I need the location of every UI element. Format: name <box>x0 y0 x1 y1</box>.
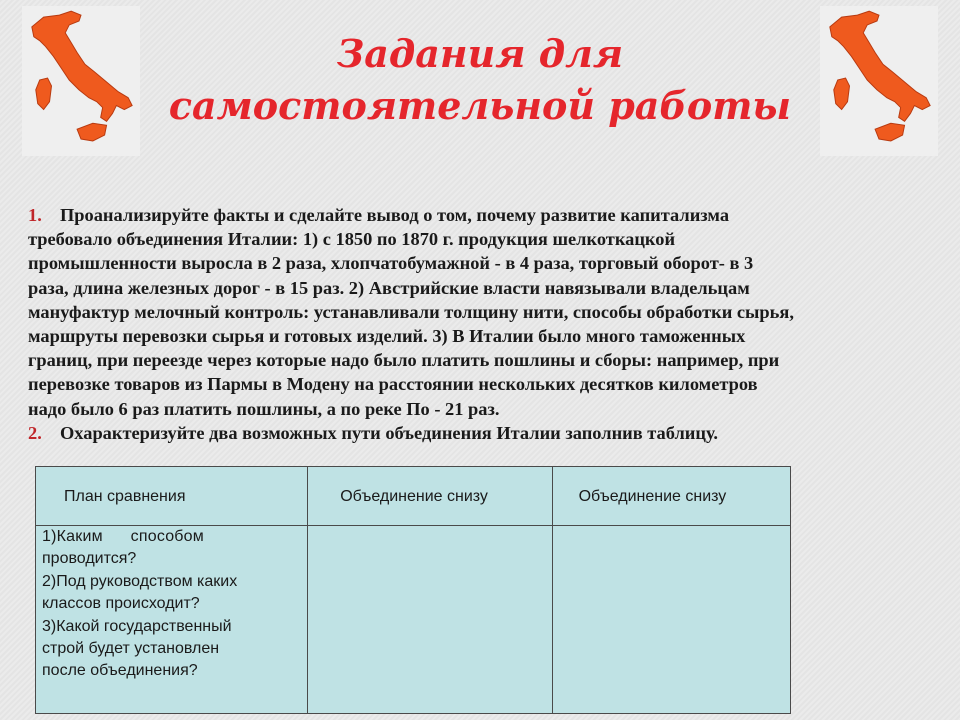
question-line: проводится? <box>42 550 137 568</box>
header-path-2: Объединение снизу <box>578 488 727 505</box>
task-line: раза, длина железных дорог - в 15 раз. 2) Австрийские власти навязывали владельцам <box>28 277 750 298</box>
question-line: 2)Под руководством каких <box>42 572 238 590</box>
question-line: 1)Каким способом <box>42 528 204 545</box>
question-line: строй будет установлен <box>42 640 220 658</box>
task-number: 2. <box>28 422 42 443</box>
task-line: Проанализируйте факты и сделайте вывод о том, почему развитие капитализма <box>60 205 730 225</box>
task-line: маршруты перевозки сырья и готовых изделий. 3) В Италии было много таможенных <box>28 326 746 347</box>
table-row <box>36 526 791 714</box>
table-header-cell <box>308 467 552 526</box>
header-path-1: Объединение снизу <box>340 488 488 505</box>
italy-map-icon <box>820 6 938 156</box>
table-header-cell <box>552 467 790 526</box>
task-line: надо было 6 раз платить пошлины, а по реке По - 21 раз. <box>28 398 500 419</box>
answer-cell-path-2[interactable] <box>552 526 790 714</box>
task-2 <box>28 421 933 445</box>
task-1 <box>28 203 933 421</box>
title-line-2: самостоятельной работы <box>168 83 792 128</box>
questions-cell <box>36 526 308 714</box>
question-line: после объединения? <box>42 662 198 680</box>
tasks-text <box>28 203 933 445</box>
header-plan: План сравнения <box>64 488 186 505</box>
italy-map-image-left <box>22 6 140 156</box>
slide-title <box>130 28 830 132</box>
task-line: границ, при переезде через которые надо было платить пошлины и сборы: например, при <box>28 350 780 371</box>
task-line: Охарактеризуйте два возможных пути объединения Италии заполнив таблицу. <box>60 422 718 443</box>
task-line: требовало объединения Италии: 1) с 1850 по 1870 г. продукция шелкоткацкой <box>28 229 676 250</box>
italy-map-icon <box>22 6 140 156</box>
task-line: мануфактур мелочный контроль: устанавливали толщину нити, способы обработки сырья, <box>28 301 794 322</box>
task-line: промышленности выросла в 2 раза, хлопчатобумажной - в 4 раза, торговый оборот- в 3 <box>28 253 754 274</box>
answer-cell-path-1[interactable] <box>308 526 552 714</box>
italy-map-image-right <box>820 6 938 156</box>
task-number: 1. <box>28 205 42 225</box>
table-header-cell <box>36 467 308 526</box>
title-line-1: Задания для <box>336 31 624 76</box>
question-line: классов происходит? <box>42 595 200 613</box>
question-line: 3)Какой государственный <box>42 617 232 635</box>
table-header-row <box>36 467 791 526</box>
task-line: перевозке товаров из Пармы в Модену на расстоянии нескольких десятков километров <box>28 374 758 395</box>
comparison-table <box>35 466 791 714</box>
